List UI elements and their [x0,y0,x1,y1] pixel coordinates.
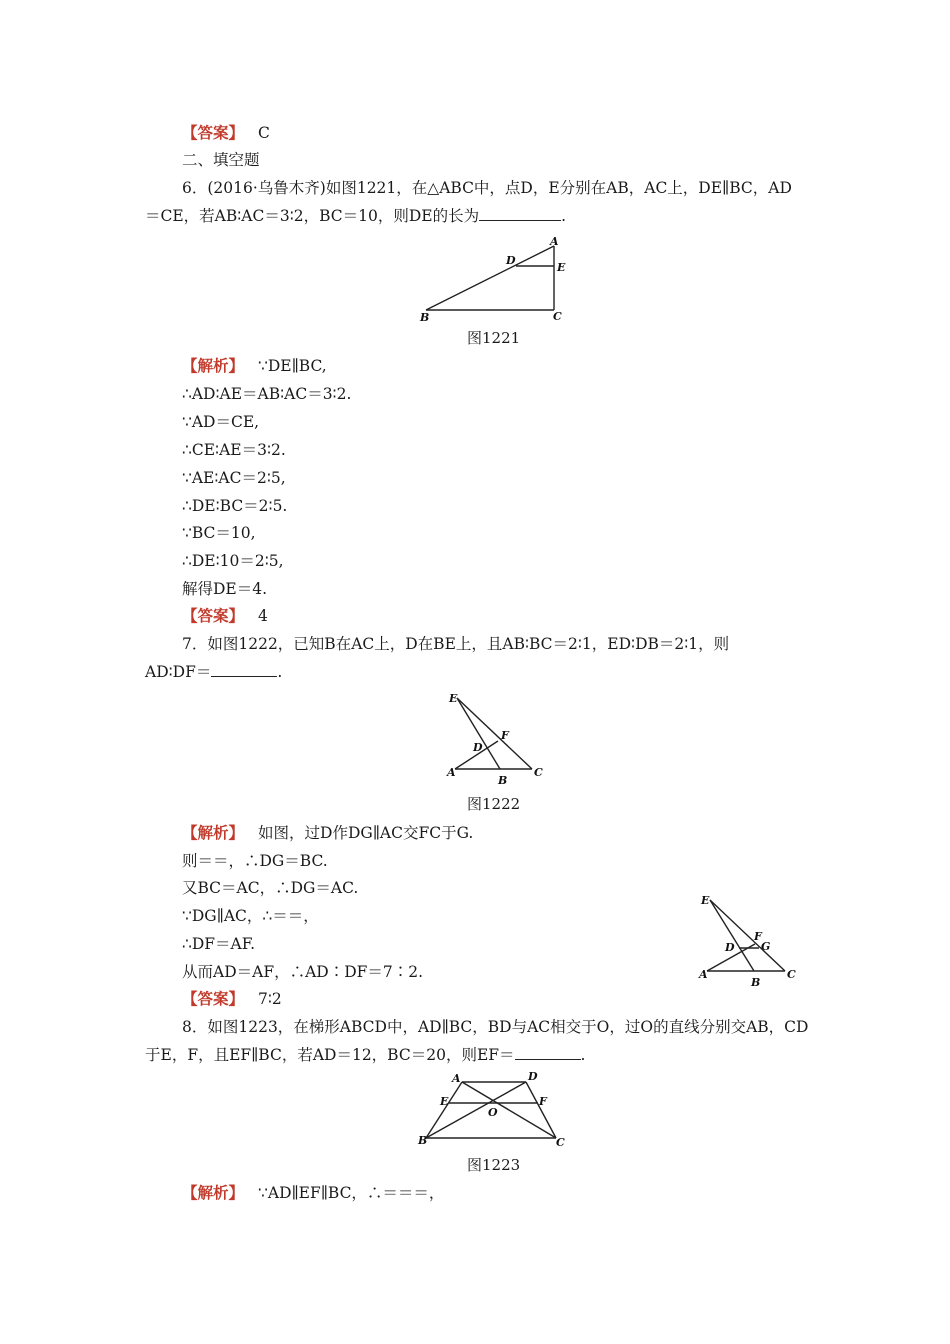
figure-1222-with-G [695,890,805,990]
solution-7-line-6: 从而AD＝AF，∴AD∶DF＝7∶2. [182,963,424,981]
solution-7-line-5: ∴DF＝AF. [182,935,256,953]
label-G: G [761,940,771,953]
label-A: A [452,1072,461,1085]
answer-line-6 [182,605,268,627]
segment-AB [426,1082,462,1138]
solution-6-line-9: 解得DE＝4. [182,580,268,598]
q8-period: . [580,1046,586,1064]
label-E: E [440,1095,449,1108]
answer-blank [479,206,561,221]
q7-line-2 [145,661,282,683]
q6-line-1: 6．(2016·乌鲁木齐)如图1221，在△ABC中，点D，E分别在AB，AC上，DE∥BC，AD [182,179,792,197]
solution-6-line-8: ∴DE∶10＝2∶5, [182,552,284,570]
label-C: C [787,968,796,981]
answer-tag: 【答案】 [182,606,245,625]
label-B: B [498,774,508,787]
figure-1223 [418,1072,578,1152]
figure-1221-caption: 图1221 [467,329,521,347]
label-F: F [539,1095,547,1108]
segment-EC [457,698,532,769]
label-A: A [699,968,708,981]
label-C: C [534,766,543,779]
solution-6-line-6: ∴DE∶BC＝2∶5. [182,497,288,515]
figure-1222 [440,688,550,788]
solution-text: ∵DE∥BC, [258,357,327,375]
solution-6-line-2: ∴AD∶AE＝AB∶AC＝3∶2. [182,385,352,403]
label-D: D [528,1070,538,1083]
solution-6-line-3: ∵AD＝CE, [182,413,260,431]
label-B: B [418,1134,428,1147]
solution-text: ∵AD∥EF∥BC，∴＝＝＝， [258,1184,445,1202]
solution-6-line-1 [182,355,327,377]
q7-text: AD∶DF＝ [145,663,212,681]
solution-6-line-7: ∵BC＝10, [182,524,256,542]
label-E: E [701,894,710,907]
solution-7-line-1 [182,822,473,844]
q6-period: . [561,207,567,225]
label-B: B [420,311,430,324]
answer-blank [211,662,277,677]
label-D: D [473,741,483,754]
answer-tag: 【答案】 [182,123,245,142]
label-O: O [488,1106,498,1119]
solution-6-line-5: ∵AE∶AC＝2∶5, [182,469,286,487]
q8-line-2 [145,1044,585,1066]
solution-8-line-1 [182,1182,444,1204]
answer-text: 4 [258,607,268,625]
label-F: F [501,729,509,742]
solution-7-line-2: 则＝＝，∴DG＝BC. [182,852,328,870]
solution-tag: 【解析】 [182,356,245,375]
answer-line-7 [182,988,282,1010]
label-D: D [506,254,516,267]
label-A: A [447,766,456,779]
solution-7-line-3: 又BC＝AC，∴DG＝AC. [182,879,359,897]
q6-line-2 [145,205,566,227]
solution-6-line-4: ∴CE∶AE＝3∶2. [182,441,286,459]
solution-tag: 【解析】 [182,1183,245,1202]
answer-blank [515,1045,581,1060]
label-E: E [449,692,458,705]
label-C: C [553,310,562,323]
segment-BA [426,246,554,310]
answer-line-5 [182,122,270,144]
label-E: E [557,261,566,274]
solution-text: 如图，过D作DG∥AC交FC于G. [258,824,474,842]
label-B: B [751,976,761,989]
q8-line-1: 8．如图1223，在梯形ABCD中，AD∥BC，BD与AC相交于O，过O的直线分别交AB，CD [182,1018,809,1036]
q7-period: . [277,663,283,681]
figure-1223-caption: 图1223 [467,1156,521,1174]
label-D: D [725,941,735,954]
q6-text: ＝CE，若AB∶AC＝3∶2，BC＝10，则DE的长为 [145,207,480,225]
figure-1221 [420,234,600,324]
label-C: C [556,1136,565,1149]
solution-7-line-4: ∵DG∥AC，∴＝＝， [182,907,319,925]
figure-1222-caption: 图1222 [467,795,521,813]
answer-text: 7∶2 [258,990,282,1008]
section-heading: 二、填空题 [182,151,260,169]
q8-text: 于E，F，且EF∥BC，若AD＝12，BC＝20，则EF＝ [145,1046,515,1064]
label-A: A [550,235,559,248]
answer-text: C [258,124,270,142]
q7-line-1: 7．如图1222，已知B在AC上，D在BE上，且AB∶BC＝2∶1，ED∶DB＝2∶1，则 [182,635,730,653]
solution-tag: 【解析】 [182,823,245,842]
label-F: F [754,930,762,943]
answer-tag: 【答案】 [182,989,245,1008]
